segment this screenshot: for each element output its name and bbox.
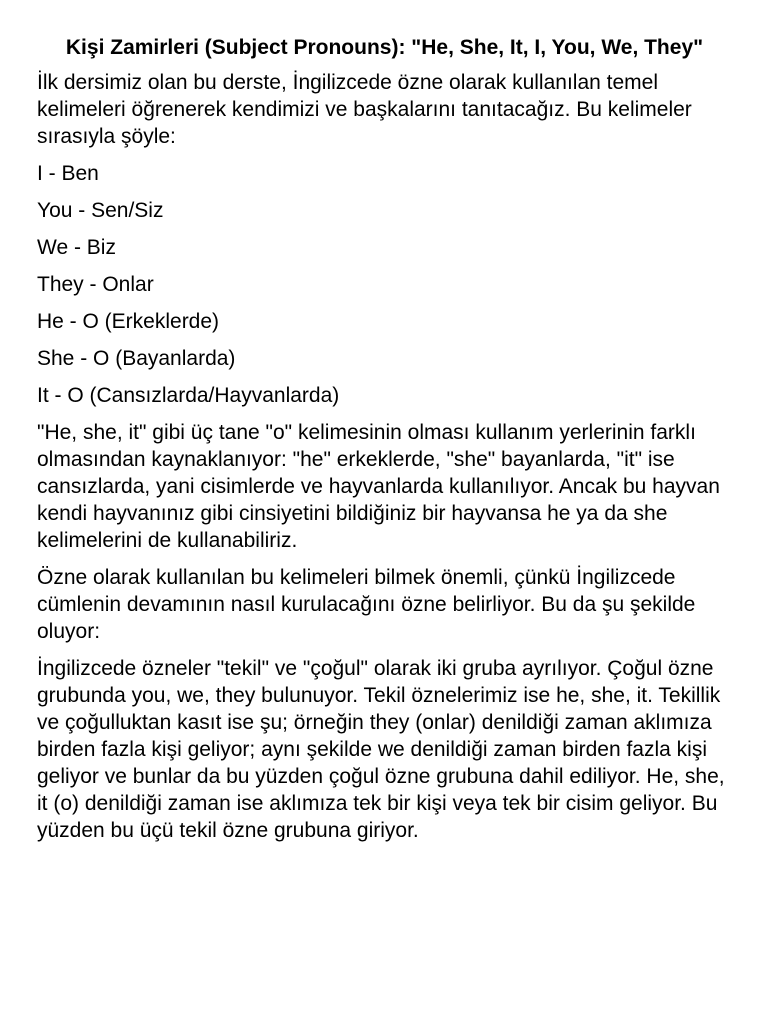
singular-plural-paragraph: İngilizcede özneler "tekil" ve "çoğul" olarak iki gruba ayrılıyor. Çoğul özne grubunda you, we, they bulunuyor. Tekil öznelerimiz ise he, she, it. Tekillik ve çoğulluktan kasıt ise şu; örneğin they (onlar) denildiği zaman aklımıza birden fazla kişi geliyor; aynı şekilde we denildiği zaman birden fazla kişi geliyor ve bunlar da bu yüzden çoğul özne grubuna dahil ediliyor. He, she, it (o) denildiği zaman ise aklımıza tek bir kişi veya tek bir cisim geliyor. Bu yüzden bu üçü tekil özne grubuna giriyor. [37, 657, 725, 842]
usage-paragraph: "He, she, it" gibi üç tane "o" kelimesinin olması kullanım yerlerinin farklı olmasından kaynaklanıyor: "he" erkeklerde, "she" bayanlarda, "it" ise cansızlarda, yani cisimlerde ve hayvanlarda kullanılıyor. Ancak bu hayvan kendi hayvanınız gibi cinsiyetini bildiğiniz bir hayvansa he ya da she kelimelerini de kullanabiliriz. [37, 421, 720, 552]
intro-paragraph: İlk dersimiz olan bu derste, İngilizcede özne olarak kullanılan temel kelimeleri öğrenerek kendimizi ve başkalarını tanıtacağız. Bu kelimeler sırasıyla şöyle: [37, 71, 692, 148]
pronoun-item-we: We - Biz [37, 236, 116, 259]
pronoun-item-she: She - O (Bayanlarda) [37, 347, 236, 370]
pronoun-item-i: I - Ben [37, 162, 99, 185]
pronoun-item-they: They - Onlar [37, 273, 154, 296]
pronoun-list [37, 160, 732, 409]
pronoun-item-you: You - Sen/Siz [37, 199, 164, 222]
importance-paragraph: Özne olarak kullanılan bu kelimeleri bilmek önemli, çünkü İngilizcede cümlenin devamının nasıl kurulacağını özne belirliyor. Bu da şu şekilde oluyor: [37, 566, 696, 643]
pronoun-item-he: He - O (Erkeklerde) [37, 310, 220, 333]
pronoun-item-it: It - O (Cansızlarda/Hayvanlarda) [37, 384, 340, 407]
document-title: Kişi Zamirleri (Subject Pronouns): "He, She, It, I, You, We, They" [65, 36, 704, 59]
